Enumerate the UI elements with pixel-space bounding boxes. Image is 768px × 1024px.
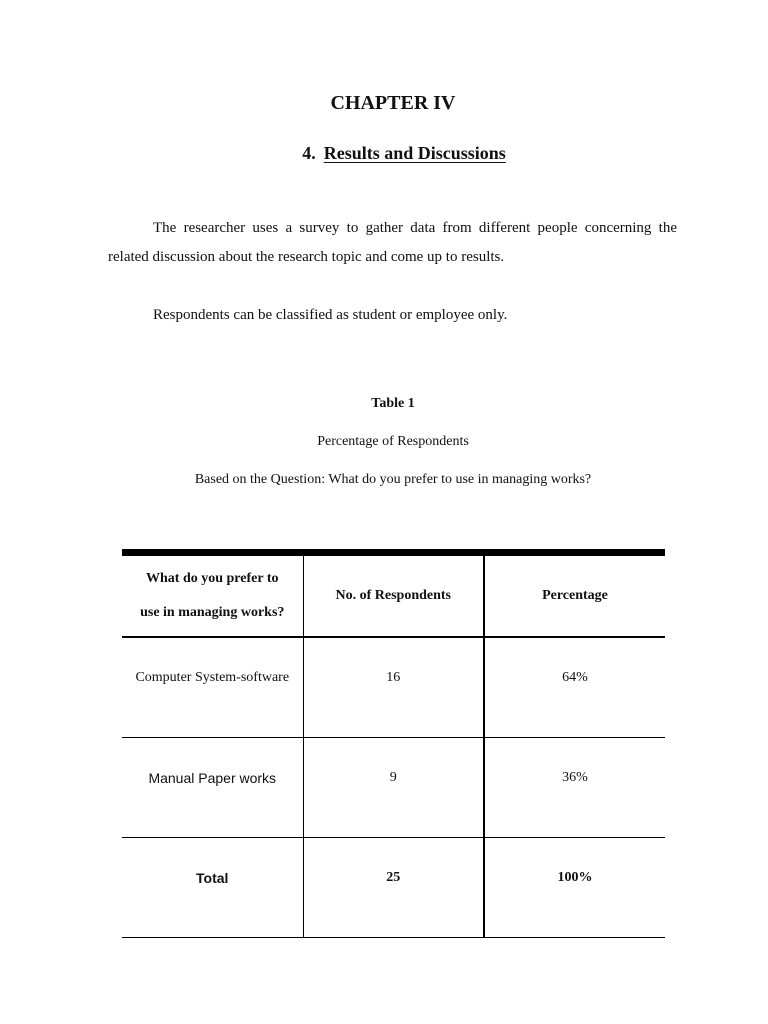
section-heading	[0, 143, 768, 164]
header-percentage: Percentage	[484, 553, 665, 638]
respondents-paragraph: Respondents can be classified as student or employee only.	[153, 307, 508, 323]
table-row	[122, 637, 665, 738]
table-label: Table 1	[371, 396, 415, 411]
respondents-table	[122, 549, 665, 938]
table-row	[122, 738, 665, 838]
cell-percentage: 36%	[484, 738, 665, 838]
cell-option: Manual Paper works	[122, 738, 303, 838]
section-number: 4.	[302, 143, 316, 163]
cell-option: Computer System-software	[122, 637, 303, 738]
header-preference-line1: What do you prefer to	[146, 571, 279, 586]
table-total-row	[122, 838, 665, 938]
total-percentage: 100%	[484, 838, 665, 938]
header-preference-line2: use in managing works?	[140, 605, 285, 620]
cell-respondents: 16	[303, 637, 484, 738]
header-respondents: No. of Respondents	[303, 553, 484, 638]
total-label: Total	[122, 838, 303, 938]
cell-respondents: 9	[303, 738, 484, 838]
total-respondents: 25	[303, 838, 484, 938]
table-title: Percentage of Respondents	[317, 434, 469, 449]
intro-paragraph: The researcher uses a survey to gather data from different people concerning the related discussion about the research topic and come up to results.	[108, 220, 677, 265]
section-title: Results and Discussions	[323, 143, 506, 163]
header-preference	[122, 553, 303, 638]
table-question: Based on the Question: What do you prefer to use in managing works?	[194, 472, 592, 487]
table-header-row	[122, 553, 665, 638]
chapter-heading: CHAPTER IV	[330, 92, 456, 114]
cell-percentage: 64%	[484, 637, 665, 738]
